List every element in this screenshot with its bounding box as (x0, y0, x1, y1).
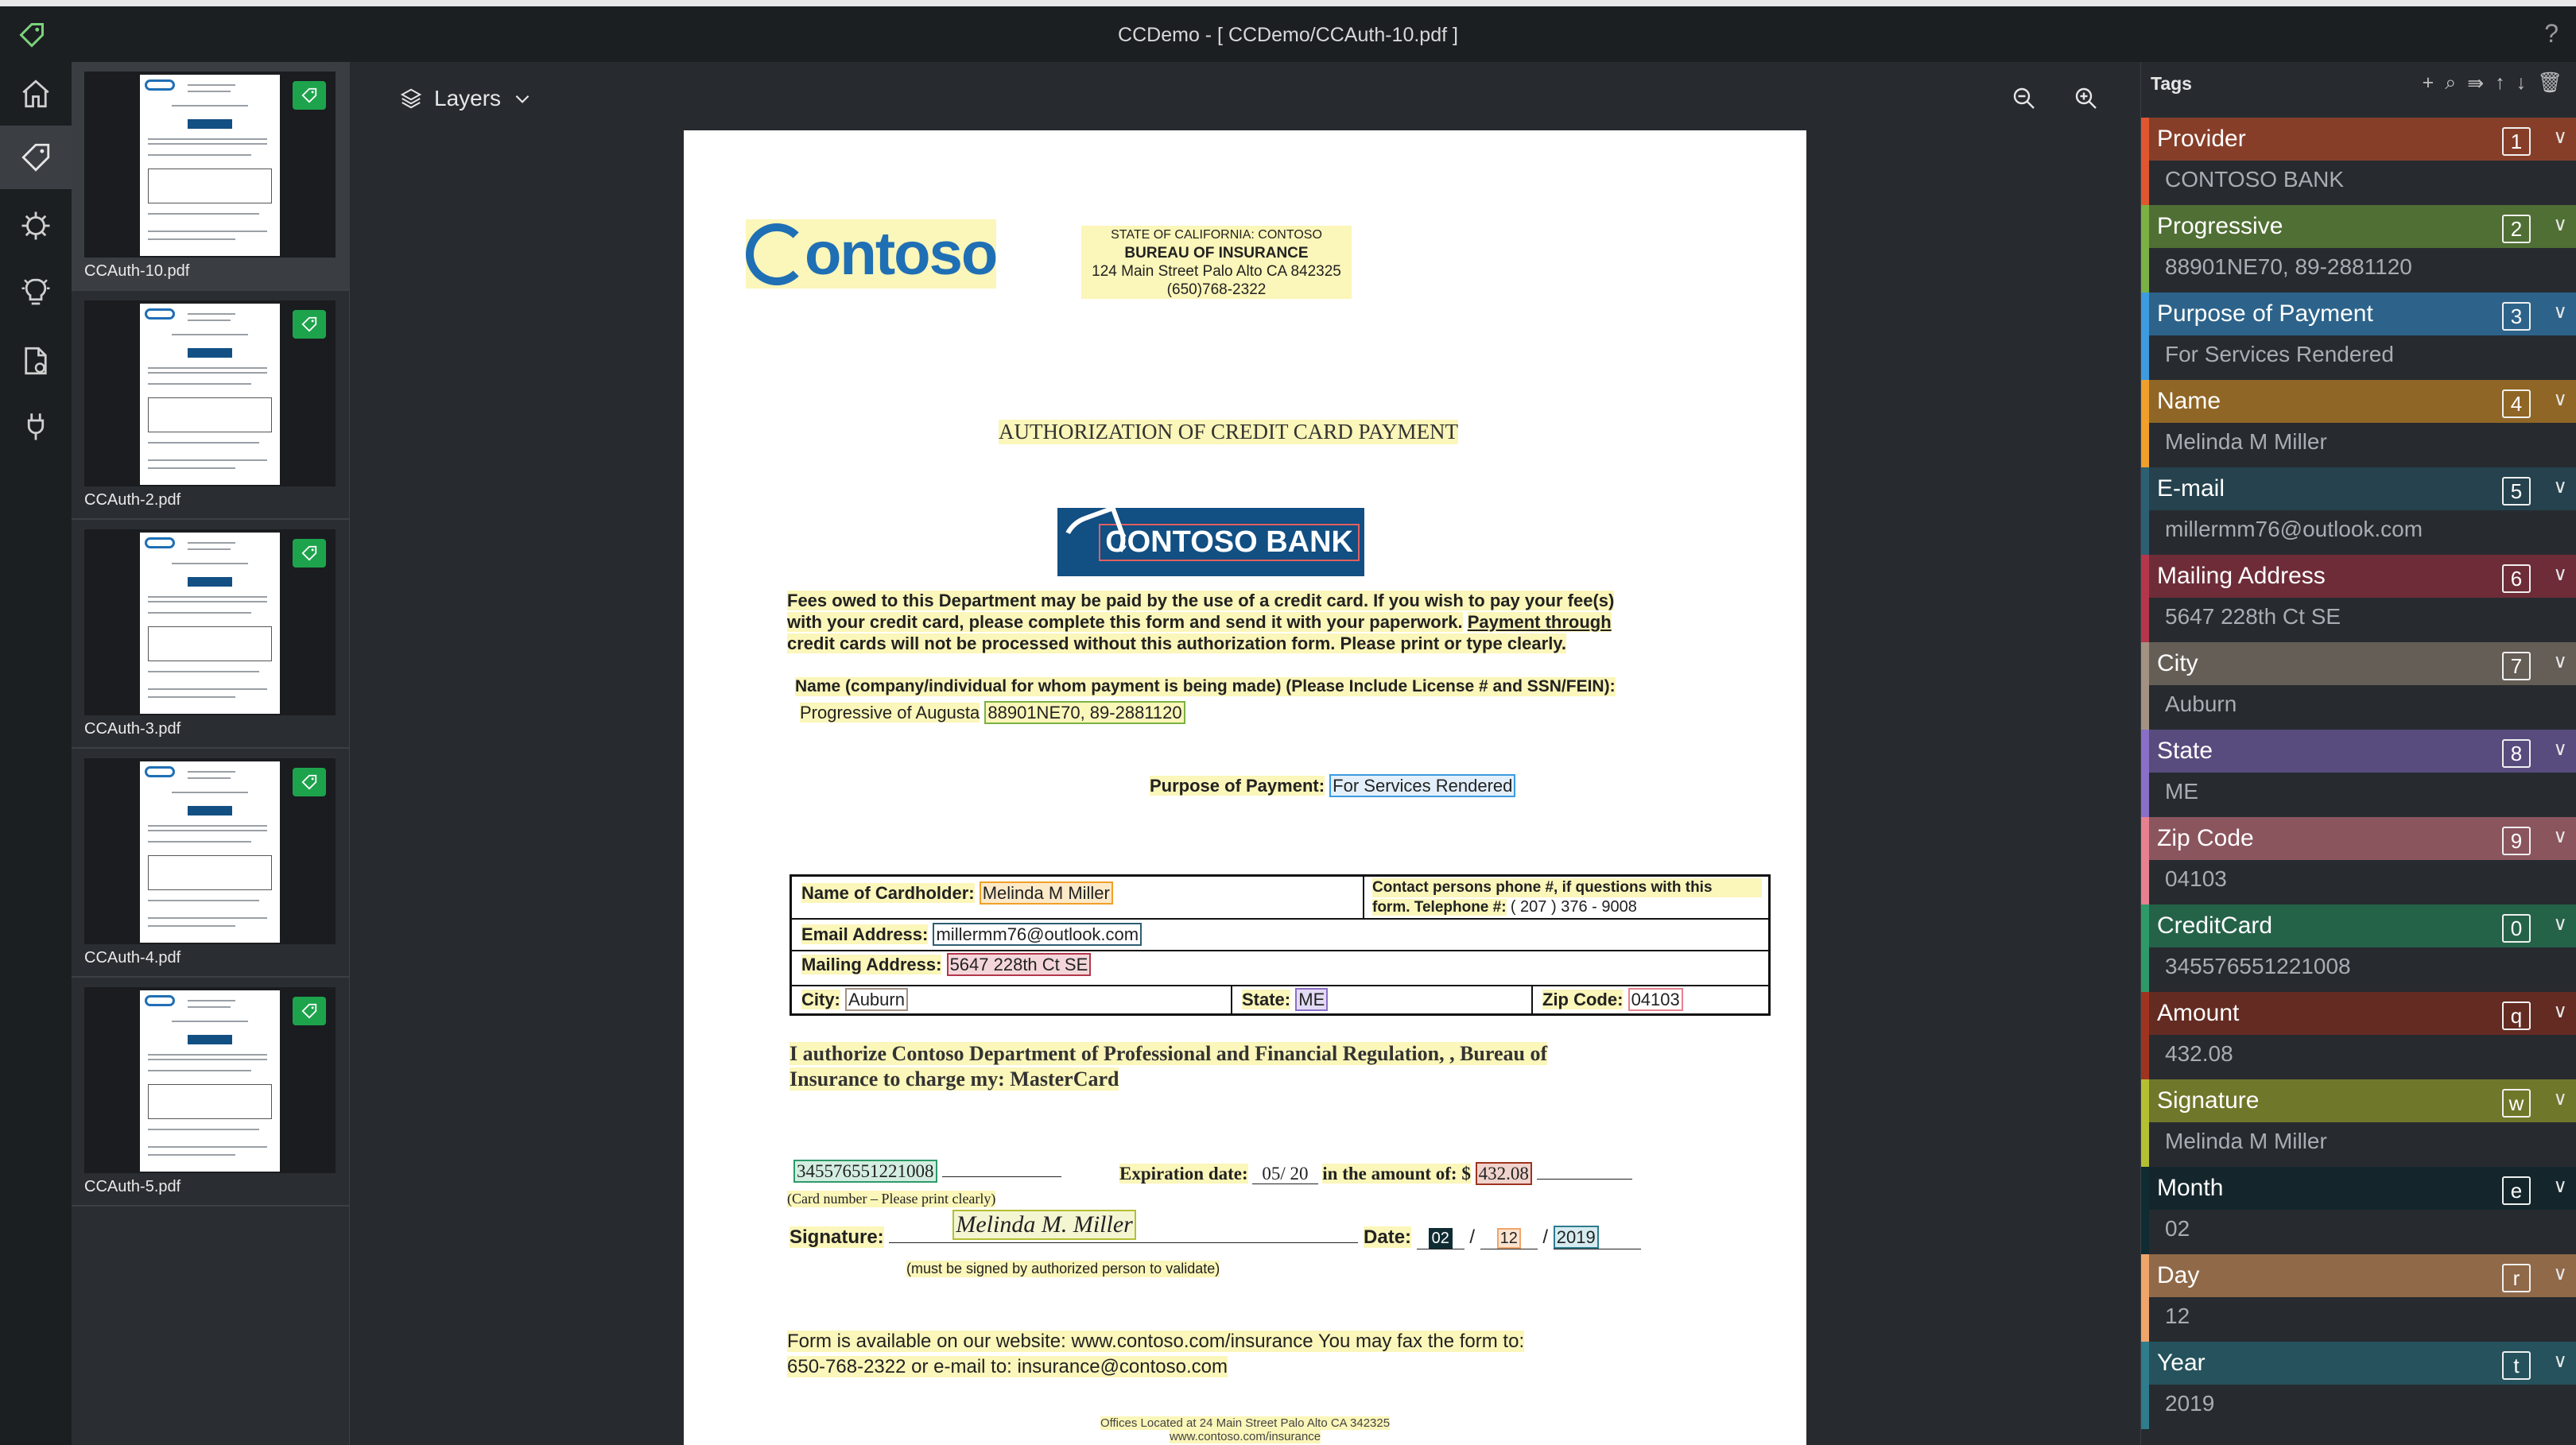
tag-hotkey: 6 (2502, 564, 2531, 593)
tag-color-stripe (2141, 642, 2149, 730)
thumbnail-preview (84, 72, 336, 258)
email-row: Email Address: millermm76@outlook.com (792, 920, 1768, 951)
search-tag-icon[interactable]: ⌕ (2445, 72, 2457, 94)
cardholder-row: Name of Cardholder: Melinda M Miller (792, 877, 1768, 920)
tagged-badge-icon (293, 81, 326, 110)
tag-color-stripe (2141, 992, 2149, 1079)
document-list (72, 62, 350, 1445)
tag-value: For Services Rendered (2165, 342, 2394, 366)
tag-hotkey: 0 (2502, 914, 2531, 943)
tag-name: Purpose of Payment (2157, 300, 2373, 327)
tag-name: Name (2157, 388, 2221, 414)
home-icon[interactable] (0, 62, 72, 126)
state-field: State: ME (1242, 990, 1328, 1010)
layers-icon (399, 87, 423, 110)
document-name: CCAuth-3.pdf (84, 720, 181, 738)
tag-item[interactable] (2141, 292, 2576, 380)
move-down-icon[interactable]: ↓ (2516, 72, 2527, 94)
contact-phone-cell: Contact persons phone #, if questions with this form. Telephone #: ( 207 ) 376 - 9008 (1364, 877, 1770, 920)
chevron-down-icon[interactable]: ∨ (2553, 389, 2567, 410)
thumbnail-preview (84, 529, 336, 715)
signature-value: Melinda M. Miller (952, 1210, 1135, 1240)
signature-date-row: Signature: Melinda M. Miller Date: 02 / 12 / 2019 (789, 1224, 1641, 1249)
chevron-down-icon[interactable]: ∨ (2553, 564, 2567, 585)
plug-icon[interactable] (0, 394, 72, 458)
tag-color-stripe (2141, 205, 2149, 292)
tag-name: Zip Code (2157, 825, 2254, 851)
tag-value: 88901NE70, 89-2881120 (2165, 254, 2412, 279)
move-up-icon[interactable]: ↑ (2495, 72, 2505, 94)
help-icon[interactable]: ? (2544, 19, 2559, 48)
tag-value: ME (2165, 779, 2198, 804)
tag-hotkey: q (2502, 1001, 2531, 1030)
tag-item[interactable] (2141, 817, 2576, 905)
tags-toolbar (2423, 72, 2562, 95)
document-thumbnail[interactable] (72, 520, 350, 749)
tag-item[interactable] (2141, 730, 2576, 817)
card-number-note: (Card number – Please print clearly) (787, 1191, 996, 1207)
mailing-row: Mailing Address: 5647 228th Ct SE (792, 951, 1768, 986)
tag-item[interactable] (2141, 380, 2576, 467)
tag-name: State (2157, 738, 2213, 764)
tag-color-stripe (2141, 118, 2149, 205)
chevron-down-icon[interactable]: ∨ (2553, 1350, 2567, 1372)
zoom-in-icon[interactable] (2072, 84, 2101, 113)
form-heading: AUTHORIZATION OF CREDIT CARD PAYMENT (999, 420, 1459, 444)
tag-name: Progressive (2157, 213, 2283, 239)
tag-item[interactable] (2141, 205, 2576, 292)
chevron-down-icon[interactable]: ∨ (2553, 738, 2567, 760)
tag-item[interactable] (2141, 905, 2576, 992)
title-bar (0, 0, 2576, 62)
date-day: 12 (1497, 1228, 1521, 1249)
tagged-badge-icon (293, 539, 326, 568)
tag-item[interactable] (2141, 467, 2576, 555)
authorization-statement: I authorize Contoso Department of Professional and Financial Regulation, , Bureau of Insurance to charge my: MasterCard (789, 1042, 1548, 1091)
document-thumbnail[interactable] (72, 62, 350, 291)
layers-label: Layers (434, 86, 502, 110)
tag-name: Signature (2157, 1087, 2260, 1114)
date-month: 02 (1429, 1228, 1453, 1249)
purpose-field[interactable]: Purpose of Payment: For Services Rendered (1150, 776, 1515, 796)
chevron-down-icon[interactable]: ∨ (2553, 826, 2567, 847)
card-number-field[interactable]: 345576551221008 (793, 1160, 1061, 1182)
thumbnail-preview (84, 758, 336, 944)
issuer-header: STATE OF CALIFORNIA: CONTOSO BUREAU OF INSURANCE 124 Main Street Palo Alto CA 842325 (650)768-2322 (1081, 226, 1352, 299)
tag-value: millermm76@outlook.com (2165, 517, 2423, 541)
tags-panel (2140, 62, 2576, 1445)
tag-value: 5647 228th Ct SE (2165, 604, 2341, 629)
tag-name: Day (2157, 1262, 2200, 1288)
tag-value: Melinda M Miller (2165, 429, 2327, 454)
tag-color-stripe (2141, 730, 2149, 817)
thumbnail-preview (84, 300, 336, 486)
tag-value: 12 (2165, 1304, 2190, 1328)
chevron-down-icon (512, 88, 533, 109)
tagged-badge-icon (293, 768, 326, 796)
add-tag-icon[interactable]: + (2422, 72, 2434, 94)
tag-item[interactable] (2141, 1254, 2576, 1342)
lightbulb-icon[interactable] (0, 261, 72, 324)
tag-name: Amount (2157, 1000, 2240, 1026)
page-preview (140, 75, 280, 256)
tag-color-stripe (2141, 1079, 2149, 1167)
tag-color-stripe (2141, 467, 2149, 555)
tag-item[interactable] (2141, 992, 2576, 1079)
page-preview (140, 533, 280, 714)
expiration-amount-line: Expiration date: 05/ 20 in the amount of: $ 432.08 (1119, 1164, 1632, 1184)
tag-value: 02 (2165, 1216, 2190, 1241)
chevron-down-icon[interactable]: ∨ (2553, 651, 2567, 672)
chevron-down-icon[interactable]: ∨ (2553, 1263, 2567, 1284)
date-year: 2019 (1554, 1226, 1599, 1249)
tag-color-stripe (2141, 292, 2149, 380)
bank-logo[interactable]: CONTOSO BANK (1057, 508, 1364, 576)
tag-value: 04103 (2165, 866, 2227, 891)
cardholder-table (789, 874, 1771, 1016)
chevron-down-icon[interactable]: ∨ (2553, 214, 2567, 235)
offices-footer: Offices Located at 24 Main Street Palo Alto CA 342325 www.contoso.com/insurance (1100, 1416, 1391, 1443)
tagged-badge-icon (293, 310, 326, 339)
tag-hotkey: 1 (2502, 127, 2531, 156)
chevron-down-icon[interactable]: ∨ (2553, 1088, 2567, 1110)
tag-name: Year (2157, 1350, 2206, 1376)
tag-name: Month (2157, 1175, 2224, 1201)
tag-hotkey: 9 (2502, 827, 2531, 855)
tag-color-stripe (2141, 1254, 2149, 1342)
contoso-logo: ontoso (746, 219, 996, 289)
signature-note: (must be signed by authorized person to validate) (906, 1261, 1220, 1276)
tag-hotkey: 4 (2502, 389, 2531, 418)
tag-value: 432.08 (2165, 1041, 2233, 1066)
chevron-down-icon[interactable]: ∨ (2553, 913, 2567, 935)
tag-value: Melinda M Miller (2165, 1129, 2327, 1153)
tags-header (2141, 62, 2576, 116)
tag-item[interactable] (2141, 1167, 2576, 1254)
tag-item[interactable] (2141, 118, 2576, 205)
zip-field: Zip Code: 04103 (1542, 990, 1683, 1010)
tag-hotkey: 7 (2502, 652, 2531, 680)
page-preview (140, 761, 280, 943)
payer-name-value[interactable]: Progressive of Augusta 88901NE70, 89-2881120 (800, 703, 1185, 723)
tags-title: Tags (2151, 73, 2192, 94)
document-name: CCAuth-4.pdf (84, 949, 181, 967)
tag-color-stripe (2141, 555, 2149, 642)
tag-color-stripe (2141, 1342, 2149, 1429)
tag-hotkey: w (2502, 1089, 2531, 1118)
document-thumbnail[interactable] (72, 978, 350, 1207)
tag-value: CONTOSO BANK (2165, 167, 2345, 192)
chevron-down-icon[interactable]: ∨ (2553, 126, 2567, 148)
left-navigation (0, 62, 72, 1445)
window-title: CCDemo - [ CCDemo/CCAuth-10.pdf ] (1118, 24, 1458, 46)
tag-hotkey: 8 (2502, 739, 2531, 768)
tag-hotkey: 3 (2502, 302, 2531, 331)
tag-item[interactable] (2141, 555, 2576, 642)
tag-name: Mailing Address (2157, 563, 2326, 589)
tag-value: Auburn (2165, 692, 2237, 716)
vertical-tag-icon[interactable]: ⇛ (2467, 72, 2485, 95)
zoom-out-icon[interactable] (2010, 84, 2039, 113)
city-state-zip-row: City: Auburn (792, 986, 1768, 1015)
document-canvas (350, 62, 2140, 1445)
chevron-down-icon[interactable]: ∨ (2553, 301, 2567, 323)
tag-hotkey: t (2502, 1351, 2531, 1380)
tag-hotkey: e (2502, 1176, 2531, 1205)
thumbnail-preview (84, 987, 336, 1173)
page-preview (140, 990, 280, 1172)
chevron-down-icon[interactable]: ∨ (2553, 1001, 2567, 1022)
document-name: CCAuth-10.pdf (84, 262, 190, 280)
tag-color-stripe (2141, 817, 2149, 905)
tag-hotkey: 2 (2502, 215, 2531, 243)
form-footer: Form is available on our website: www.contoso.com/insurance You may fax the form to: 650-768-2322 or e-mail to: insurance@contoso.com (787, 1331, 1525, 1377)
tag-item[interactable] (2141, 642, 2576, 730)
model-icon[interactable] (0, 194, 72, 258)
tag-name: Provider (2157, 126, 2246, 152)
tagged-badge-icon (293, 997, 326, 1025)
chevron-down-icon[interactable]: ∨ (2553, 1176, 2567, 1197)
tag-value: 2019 (2165, 1391, 2215, 1416)
document-thumbnail[interactable] (72, 291, 350, 520)
page-preview (140, 304, 280, 485)
tag-value: 345576551221008 (2165, 954, 2351, 978)
tag-item[interactable] (2141, 1342, 2576, 1429)
tag-hotkey: 5 (2502, 477, 2531, 506)
tag-color-stripe (2141, 380, 2149, 467)
pdf-page[interactable] (684, 130, 1806, 1445)
tag-name: City (2157, 650, 2198, 676)
tag-color-stripe (2141, 1167, 2149, 1254)
document-name: CCAuth-5.pdf (84, 1178, 181, 1195)
tag-item[interactable] (2141, 1079, 2576, 1167)
tag-color-stripe (2141, 905, 2149, 992)
delete-icon[interactable]: 🗑 (2537, 72, 2562, 94)
document-settings-icon[interactable] (0, 329, 72, 393)
payer-name-label: Name (company/individual for whom payment is being made) (Please Include License # and SSN/FEIN): (795, 677, 1616, 695)
document-thumbnail[interactable] (72, 749, 350, 978)
chevron-down-icon[interactable]: ∨ (2553, 476, 2567, 498)
tag-name: CreditCard (2157, 912, 2273, 939)
tag-hotkey: r (2502, 1264, 2531, 1292)
tag-name: E-mail (2157, 475, 2225, 502)
tag-icon[interactable] (0, 126, 72, 189)
document-name: CCAuth-2.pdf (84, 491, 181, 509)
layers-button[interactable] (399, 81, 533, 116)
fees-paragraph: Fees owed to this Department may be paid by the use of a credit card. If you wish to pay your fee(s) with your credit card, please complete this form and send it with your paperwork. Payment through credit cards will not be processed without this authorization form. Please print or type clearly. (787, 591, 1615, 653)
